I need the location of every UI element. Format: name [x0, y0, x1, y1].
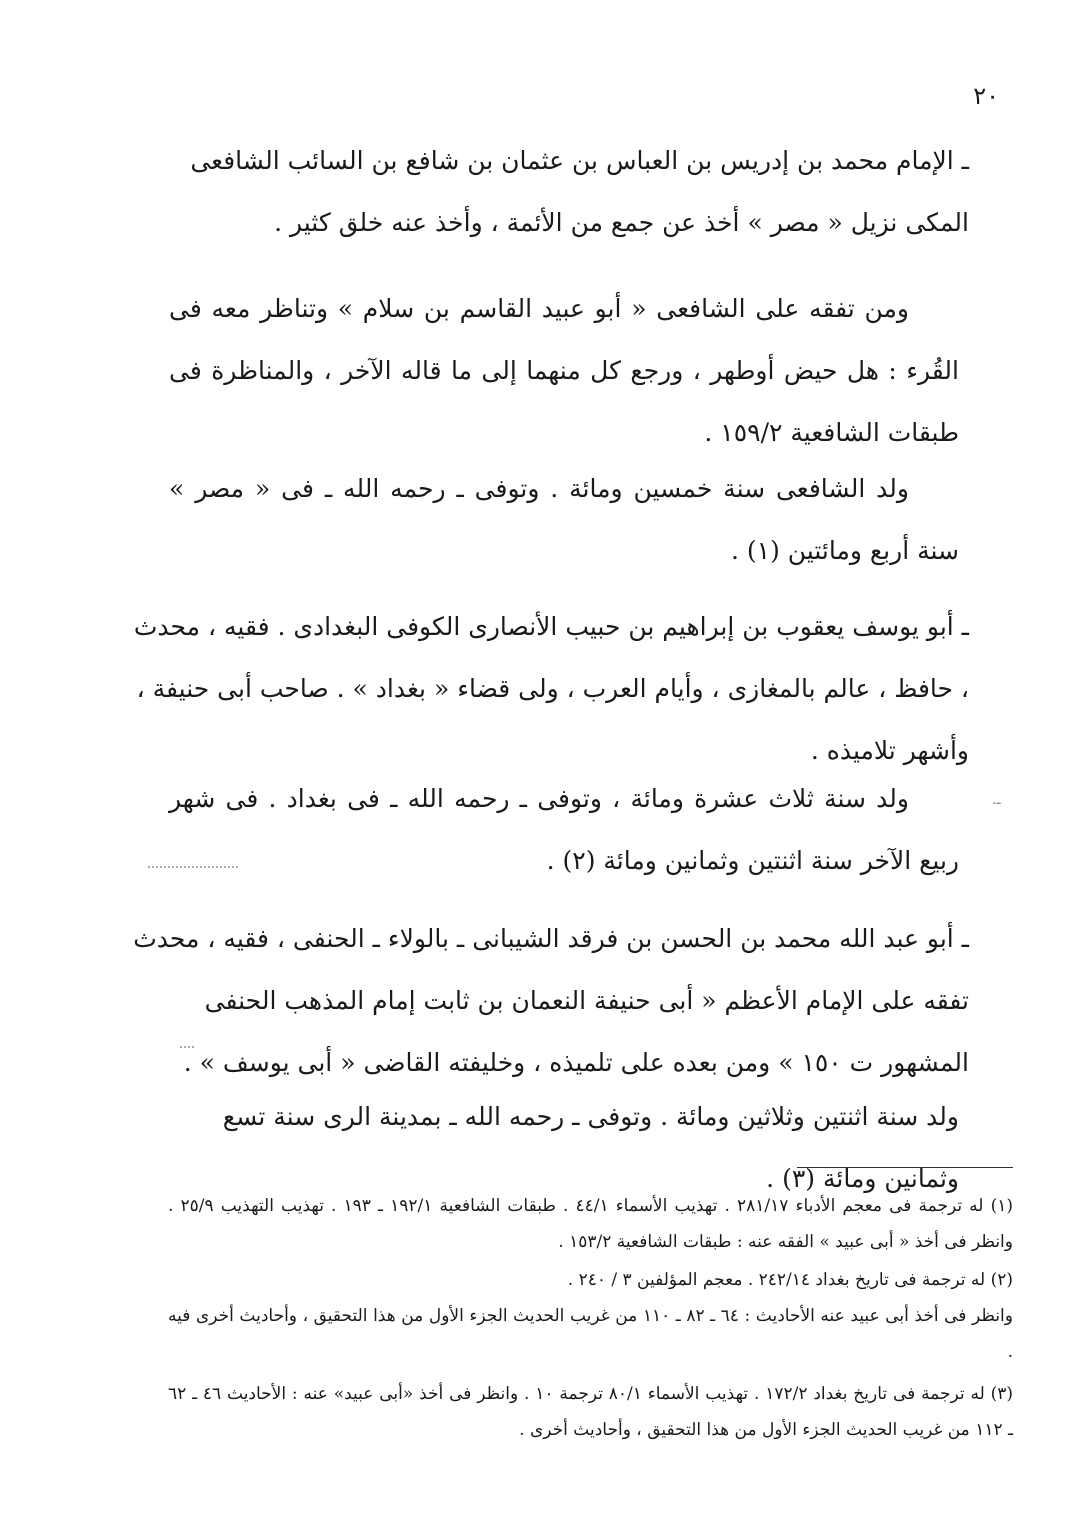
paragraph-shafii-students: ومن تفقه على الشافعى « أبو عبيد القاسم بن سلام » وتناظر معه فى القُرء : هل حيض أوطهر ، ورجع كل منهما إلى ما قاله الآخر ، والمناظرة فى طبقات الشافعية ١٥٩/٢ . — [169, 294, 959, 447]
page-number: ٢٠ — [973, 82, 999, 110]
paragraph-abu-yusuf-dates: ولد سنة ثلاث عشرة ومائة ، وتوفى ـ رحمه الله ـ فى بغداد . فى شهر ربيع الآخر سنة اثنتين وثمانين ومائة (٢) . — [169, 784, 959, 875]
scan-artifact-dots — [180, 1046, 194, 1048]
scan-artifact-mark: ـ. — [992, 792, 1001, 808]
footnote-1: (١) له ترجمة فى معجم الأدباء ٢٨١/١٧ . تهذيب الأسماء ٤٤/١ . طبقات الشافعية ١٩٢/١ ـ ١٩٣ . تهذيب التهذيب ٢٥/٩ . وانظر فى أخذ « أبى عبيد » الفقه عنه : طبقات الشافعية ١٥٣/٢ . — [168, 1196, 1013, 1252]
footnote-separator — [797, 1167, 1013, 1168]
paragraph-shaybani-dates: ولد سنة اثنتين وثلاثين ومائة . وتوفى ـ رحمه الله ـ بمدينة الرى سنة تسع وثمانين ومائة (٣) . — [222, 1102, 959, 1193]
paragraph-abu-yusuf-bio: ـ أبو يوسف يعقوب بن إبراهيم بن حبيب الأنصارى الكوفى البغدادى . فقيه ، محدث ، حافظ ، عالم بالمغازى ، وأيام العرب ، ولى قضاء « بغداد » . صاحب أبى حنيفة ، وأشهر تلاميذه . — [133, 612, 969, 765]
footnote-2: (٢) له ترجمة فى تاريخ بغداد ٢٤٢/١٤ . معجم المؤلفين ٣ / ٢٤٠ . — [567, 1270, 1013, 1290]
scan-artifact-dots — [148, 866, 238, 868]
paragraph-shafii-dates: ولد الشافعى سنة خمسين ومائة . وتوفى ـ رحمه الله ـ فى « مصر » سنة أربع ومائتين (١) . — [169, 474, 959, 565]
footnote-2-continued: وانظر فى أخذ أبى عبيد عنه الأحاديث : ٦٤ ـ ٨٢ ـ ١١٠ من غريب الحديث الجزء الأول من هذا التحقيق ، وأحاديث أخرى فيه . — [168, 1306, 1013, 1362]
footnote-3: (٣) له ترجمة فى تاريخ بغداد ١٧٢/٢ . تهذيب الأسماء ٨٠/١ ترجمة ١٠ . وانظر فى أخذ «أبى عبيد» عنه : الأحاديث ٤٦ ـ ٦٢ ـ ١١٢ من غريب الحديث الجزء الأول من هذا التحقيق ، وأحاديث أخرى . — [168, 1384, 1013, 1440]
paragraph-shaybani-bio: ـ أبو عبد الله محمد بن الحسن بن فرقد الشيبانى ـ بالولاء ـ الحنفى ، فقيه ، محدث تفقه على الإمام الأعظم « أبى حنيفة النعمان بن ثابت إمام المذهب الحنفى المشهور ت ١٥٠ » ومن بعده على تلميذه ، وخليفته القاضى « أبى يوسف » . — [133, 924, 969, 1077]
paragraph-shafii-bio: ـ الإمام محمد بن إدريس بن العباس بن عثمان بن شافع بن السائب الشافعى المكى نزيل « مصر » أخذ عن جمع من الأئمة ، وأخذ عنه خلق كثير . — [190, 146, 969, 237]
